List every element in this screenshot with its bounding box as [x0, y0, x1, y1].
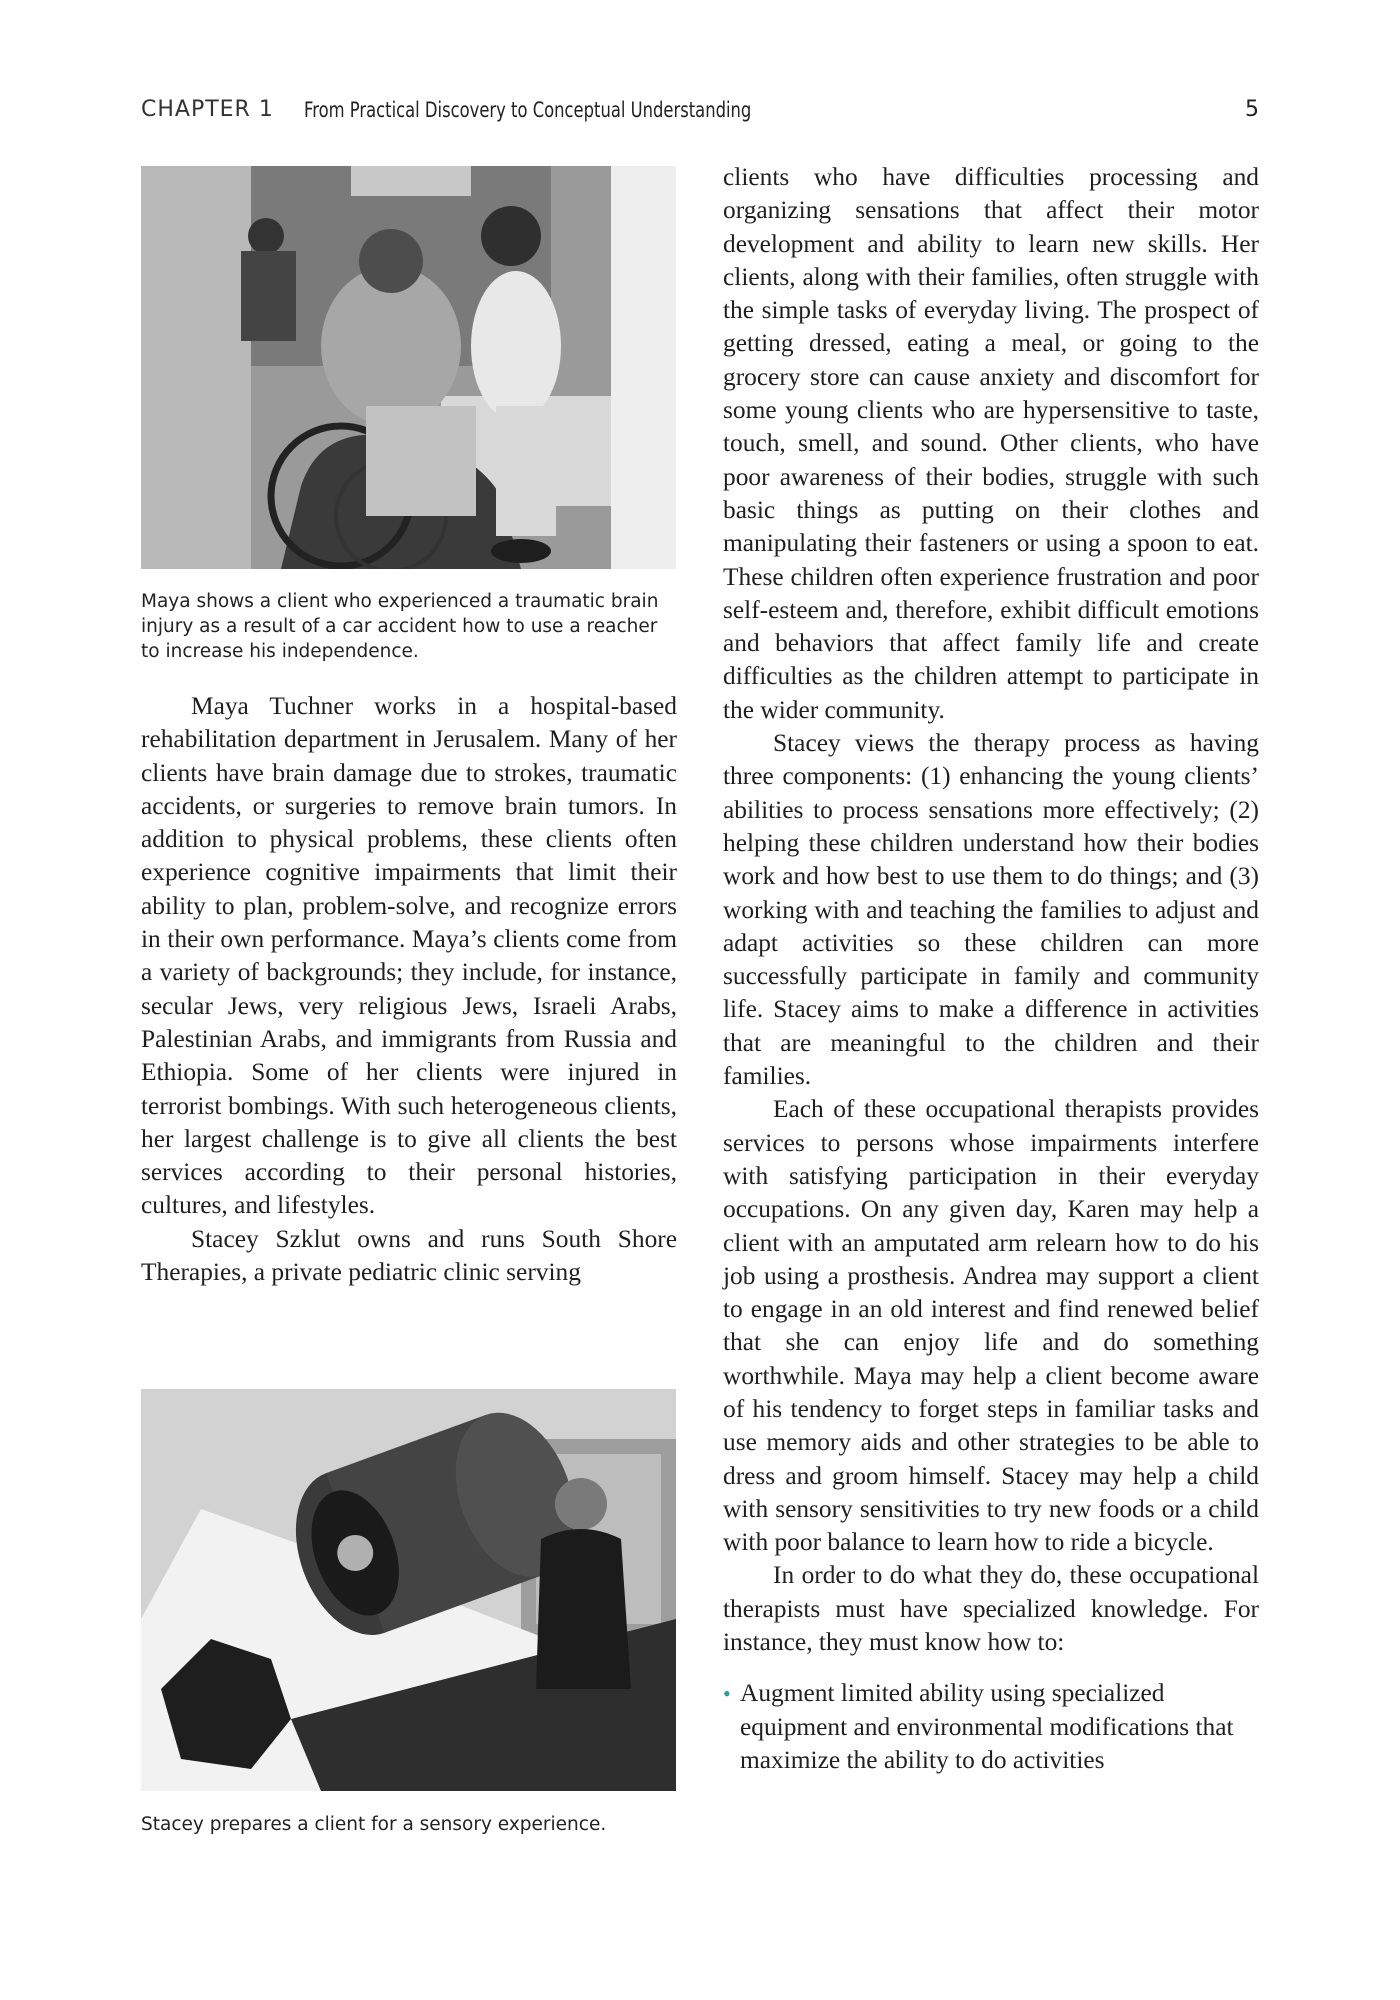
- photo-sensory-experience: [141, 1389, 676, 1791]
- bullet-dot-icon: •: [723, 1681, 731, 1707]
- photo-1-illustration: [141, 166, 676, 569]
- chapter-label: CHAPTER 1: [141, 97, 274, 122]
- right-column: [723, 161, 1259, 1777]
- knowledge-bullet-list: [723, 1677, 1259, 1777]
- paragraph-therapy-process: Stacey views the therapy process as having three components: (1) enhancing the young clients’ abilities to process sensations more effectively; (2) helping these children understand how their bodies work and how best to use them to do things; and (3) working with and teaching the families to adjust and adapt activities so these children can more successfully participate in family and community life. Stacey aims to make a difference in activities that are meaningful to the children and their families.: [723, 729, 1259, 1091]
- bullet-text: Augment limited ability using specialized equipment and environmental modifications that maximize the ability to do activities: [740, 1679, 1234, 1774]
- page-header: [141, 97, 1259, 131]
- bullet-item: [723, 1677, 1259, 1777]
- paragraph-stacey-continued: clients who have difficulties processing and organizing sensations that affect their motor development and ability to learn new skills. Her clients, along with their families, often struggle with the simple tasks of everyday living. The prospect of getting dressed, eating a meal, or going to the grocery store can cause anxiety and discomfort for some young clients who are hypersensitive to taste, touch, smell, and sound. Other clients, who have poor awareness of their bodies, struggle with such basic things as putting on their clothes and manipulating their fasteners or using a spoon to eat. These children often experience frustration and poor self-esteem and, therefore, exhibit difficult emotions and behaviors that affect family life and create difficulties as the children attempt to participate in the wider community.: [723, 163, 1259, 724]
- paragraph-stacey-intro: Stacey Szklut owns and runs South Shore Therapies, a private pediatric clinic serving: [141, 1224, 677, 1287]
- paragraph-specialized-knowledge: In order to do what they do, these occupational therapists must have specialized knowledge. For instance, they must know how to:: [723, 1561, 1259, 1657]
- photo-2-illustration: [141, 1389, 676, 1791]
- paragraph-maya: Maya Tuchner works in a hospital-based rehabilitation department in Jerusalem. Many of her clients have brain damage due to strokes, traumatic accidents, or surgeries to remove brain tumors. In addition to physical problems, these clients often experience cognitive impairments that limit their ability to plan, problem-solve, and recognize errors in their own performance. Maya’s clients come from a variety of backgrounds; they include, for instance, secular Jews, very religious Jews, Israeli Arabs, Palestinian Arabs, and immigrants from Russia and Ethiopia. Some of her clients were injured in terrorist bombings. With such heterogeneous clients, her largest challenge is to give all clients the best services according to their personal histories, cultures, and lifestyles.: [141, 692, 677, 1220]
- left-column: [141, 690, 677, 1289]
- paragraph-services: Each of these occupational therapists provides services to persons whose impairments interfere with satisfying participation in their everyday occupations. On any given day, Karen may help a client with an amputated arm relearn how to do his job using a prosthesis. Andrea may support a client to engage in an old interest and find renewed belief that she can enjoy life and do something worthwhile. Maya may help a client become aware of his tendency to forget steps in familiar tasks and use memory aids and other strategies to be able to dress and groom himself. Stacey may help a child with sensory sensitivities to try new foods or a child with poor balance to learn how to ride a bicycle.: [723, 1095, 1259, 1557]
- photo-therapist-with-client: [141, 166, 676, 569]
- running-title: From Practical Discovery to Conceptual Understanding: [304, 98, 752, 122]
- photo-1-caption: Maya shows a client who experienced a traumatic brain injury as a result of a car accident how to use a reacher to increase his independence.: [141, 591, 659, 662]
- page-number: 5: [1245, 97, 1259, 122]
- photo-2-caption: Stacey prepares a client for a sensory experience.: [141, 1814, 607, 1835]
